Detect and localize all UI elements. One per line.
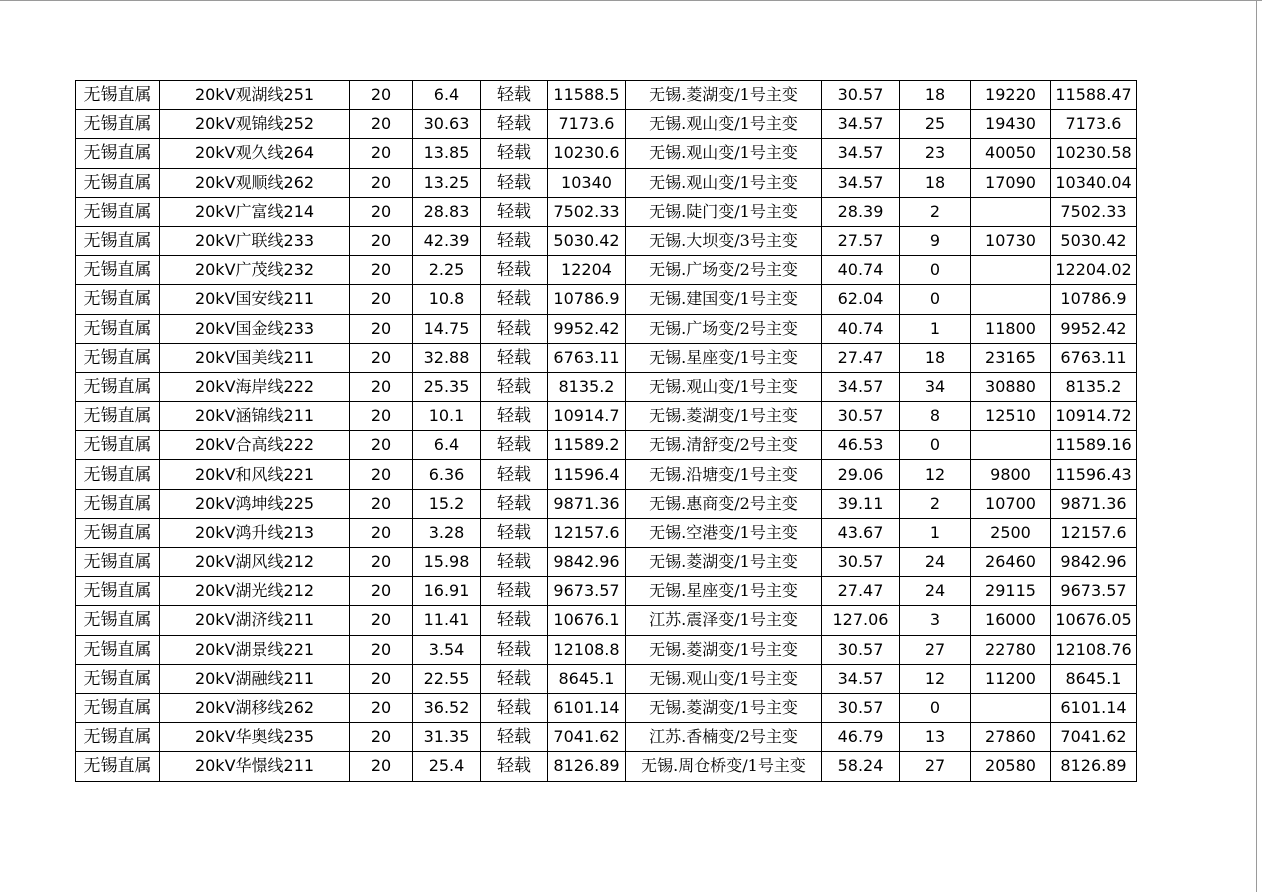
- voltage-cell: 20: [350, 577, 413, 606]
- substation-cell: 无锡.菱湖变/1号主变: [626, 693, 822, 722]
- available-capacity-cell: 10230.6: [548, 139, 626, 168]
- unit-cell: 无锡直属: [76, 577, 160, 606]
- line-name-cell: 20kV合高线222: [160, 431, 350, 460]
- unit-cell: 无锡直属: [76, 372, 160, 401]
- user-count-cell: 24: [900, 577, 971, 606]
- user-count-cell: 8: [900, 402, 971, 431]
- main-transformer-load-cell: 29.06: [822, 460, 900, 489]
- line-name-cell: 20kV海岸线222: [160, 372, 350, 401]
- substation-cell: 无锡.星座变/1号主变: [626, 343, 822, 372]
- user-count-cell: 1: [900, 518, 971, 547]
- line-name-cell: 20kV国美线211: [160, 343, 350, 372]
- unit-cell: 无锡直属: [76, 752, 160, 781]
- available-capacity-cell: 5030.42: [548, 226, 626, 255]
- load-status-cell: 轻载: [481, 664, 548, 693]
- line-name-cell: 20kV观顺线262: [160, 168, 350, 197]
- table-row: [76, 518, 1137, 547]
- main-transformer-load-cell: 40.74: [822, 314, 900, 343]
- remaining-capacity-cell: 8135.2: [1051, 372, 1137, 401]
- main-transformer-load-cell: 28.39: [822, 197, 900, 226]
- voltage-cell: 20: [350, 81, 413, 110]
- main-transformer-load-cell: 34.57: [822, 168, 900, 197]
- line-name-cell: 20kV国安线211: [160, 285, 350, 314]
- unit-cell: 无锡直属: [76, 431, 160, 460]
- load-rate-cell: 42.39: [413, 226, 481, 255]
- unit-cell: 无锡直属: [76, 110, 160, 139]
- load-status-cell: 轻载: [481, 226, 548, 255]
- table-row: [76, 256, 1137, 285]
- user-count-cell: 2: [900, 197, 971, 226]
- installed-capacity-cell: 29115: [971, 577, 1051, 606]
- table-row: [76, 431, 1137, 460]
- table-row: [76, 197, 1137, 226]
- voltage-cell: 20: [350, 110, 413, 139]
- load-status-cell: 轻载: [481, 577, 548, 606]
- user-count-cell: 13: [900, 723, 971, 752]
- user-count-cell: 18: [900, 81, 971, 110]
- available-capacity-cell: 10914.7: [548, 402, 626, 431]
- voltage-cell: 20: [350, 314, 413, 343]
- voltage-cell: 20: [350, 460, 413, 489]
- line-name-cell: 20kV湖光线212: [160, 577, 350, 606]
- remaining-capacity-cell: 10676.05: [1051, 606, 1137, 635]
- load-status-cell: 轻载: [481, 635, 548, 664]
- main-transformer-load-cell: 40.74: [822, 256, 900, 285]
- main-transformer-load-cell: 27.47: [822, 577, 900, 606]
- user-count-cell: 34: [900, 372, 971, 401]
- unit-cell: 无锡直属: [76, 285, 160, 314]
- user-count-cell: 27: [900, 635, 971, 664]
- load-rate-cell: 3.28: [413, 518, 481, 547]
- load-rate-cell: 3.54: [413, 635, 481, 664]
- user-count-cell: 9: [900, 226, 971, 255]
- load-rate-cell: 6.4: [413, 81, 481, 110]
- user-count-cell: 23: [900, 139, 971, 168]
- load-status-cell: 轻载: [481, 197, 548, 226]
- voltage-cell: 20: [350, 402, 413, 431]
- remaining-capacity-cell: 9871.36: [1051, 489, 1137, 518]
- available-capacity-cell: 9673.57: [548, 577, 626, 606]
- user-count-cell: 0: [900, 431, 971, 460]
- available-capacity-cell: 7502.33: [548, 197, 626, 226]
- load-rate-cell: 32.88: [413, 343, 481, 372]
- table-row: [76, 693, 1137, 722]
- load-rate-cell: 10.1: [413, 402, 481, 431]
- available-capacity-cell: 8135.2: [548, 372, 626, 401]
- voltage-cell: 20: [350, 285, 413, 314]
- line-name-cell: 20kV鸿升线213: [160, 518, 350, 547]
- user-count-cell: 2: [900, 489, 971, 518]
- page-edge-right: [1256, 0, 1257, 892]
- load-status-cell: 轻载: [481, 489, 548, 518]
- load-rate-cell: 2.25: [413, 256, 481, 285]
- remaining-capacity-cell: 7173.6: [1051, 110, 1137, 139]
- installed-capacity-cell: 17090: [971, 168, 1051, 197]
- voltage-cell: 20: [350, 693, 413, 722]
- substation-cell: 无锡.广场变/2号主变: [626, 256, 822, 285]
- main-transformer-load-cell: 62.04: [822, 285, 900, 314]
- remaining-capacity-cell: 6101.14: [1051, 693, 1137, 722]
- load-status-cell: 轻载: [481, 402, 548, 431]
- available-capacity-cell: 6101.14: [548, 693, 626, 722]
- remaining-capacity-cell: 10914.72: [1051, 402, 1137, 431]
- line-name-cell: 20kV湖融线211: [160, 664, 350, 693]
- remaining-capacity-cell: 11589.16: [1051, 431, 1137, 460]
- installed-capacity-cell: 10700: [971, 489, 1051, 518]
- installed-capacity-cell: [971, 256, 1051, 285]
- remaining-capacity-cell: 7041.62: [1051, 723, 1137, 752]
- user-count-cell: 0: [900, 693, 971, 722]
- main-transformer-load-cell: 127.06: [822, 606, 900, 635]
- line-name-cell: 20kV鸿坤线225: [160, 489, 350, 518]
- load-rate-cell: 15.98: [413, 548, 481, 577]
- remaining-capacity-cell: 9842.96: [1051, 548, 1137, 577]
- line-name-cell: 20kV涵锦线211: [160, 402, 350, 431]
- installed-capacity-cell: 22780: [971, 635, 1051, 664]
- load-status-cell: 轻载: [481, 81, 548, 110]
- table-row: [76, 489, 1137, 518]
- load-status-cell: 轻载: [481, 693, 548, 722]
- load-rate-cell: 16.91: [413, 577, 481, 606]
- installed-capacity-cell: [971, 693, 1051, 722]
- remaining-capacity-cell: 11588.47: [1051, 81, 1137, 110]
- user-count-cell: 0: [900, 285, 971, 314]
- line-name-cell: 20kV和风线221: [160, 460, 350, 489]
- user-count-cell: 12: [900, 460, 971, 489]
- unit-cell: 无锡直属: [76, 402, 160, 431]
- voltage-cell: 20: [350, 752, 413, 781]
- main-transformer-load-cell: 27.47: [822, 343, 900, 372]
- voltage-cell: 20: [350, 518, 413, 547]
- main-transformer-load-cell: 30.57: [822, 402, 900, 431]
- remaining-capacity-cell: 11596.43: [1051, 460, 1137, 489]
- load-status-cell: 轻载: [481, 168, 548, 197]
- installed-capacity-cell: [971, 197, 1051, 226]
- substation-cell: 无锡.星座变/1号主变: [626, 577, 822, 606]
- load-status-cell: 轻载: [481, 548, 548, 577]
- line-name-cell: 20kV国金线233: [160, 314, 350, 343]
- substation-cell: 无锡.观山变/1号主变: [626, 168, 822, 197]
- voltage-cell: 20: [350, 489, 413, 518]
- available-capacity-cell: 12157.6: [548, 518, 626, 547]
- installed-capacity-cell: 16000: [971, 606, 1051, 635]
- load-status-cell: 轻载: [481, 460, 548, 489]
- main-transformer-load-cell: 46.79: [822, 723, 900, 752]
- load-rate-cell: 36.52: [413, 693, 481, 722]
- installed-capacity-cell: 23165: [971, 343, 1051, 372]
- voltage-cell: 20: [350, 606, 413, 635]
- main-transformer-load-cell: 46.53: [822, 431, 900, 460]
- unit-cell: 无锡直属: [76, 197, 160, 226]
- line-name-cell: 20kV观锦线252: [160, 110, 350, 139]
- available-capacity-cell: 12108.8: [548, 635, 626, 664]
- line-name-cell: 20kV观湖线251: [160, 81, 350, 110]
- installed-capacity-cell: 19430: [971, 110, 1051, 139]
- page-edge-top: [0, 0, 1262, 1]
- unit-cell: 无锡直属: [76, 723, 160, 752]
- substation-cell: 江苏.香楠变/2号主变: [626, 723, 822, 752]
- table-row: [76, 285, 1137, 314]
- table-row: [76, 752, 1137, 781]
- user-count-cell: 1: [900, 314, 971, 343]
- line-name-cell: 20kV华奥线235: [160, 723, 350, 752]
- load-rate-cell: 25.4: [413, 752, 481, 781]
- substation-cell: 无锡.沿塘变/1号主变: [626, 460, 822, 489]
- available-capacity-cell: 11596.4: [548, 460, 626, 489]
- load-status-cell: 轻载: [481, 518, 548, 547]
- substation-cell: 无锡.菱湖变/1号主变: [626, 402, 822, 431]
- table-row: [76, 635, 1137, 664]
- voltage-cell: 20: [350, 197, 413, 226]
- available-capacity-cell: 9952.42: [548, 314, 626, 343]
- load-status-cell: 轻载: [481, 343, 548, 372]
- main-transformer-load-cell: 30.57: [822, 548, 900, 577]
- unit-cell: 无锡直属: [76, 489, 160, 518]
- available-capacity-cell: 9842.96: [548, 548, 626, 577]
- substation-cell: 无锡.观山变/1号主变: [626, 372, 822, 401]
- table-row: [76, 577, 1137, 606]
- load-rate-cell: 31.35: [413, 723, 481, 752]
- load-rate-cell: 22.55: [413, 664, 481, 693]
- available-capacity-cell: 10676.1: [548, 606, 626, 635]
- table-row: [76, 664, 1137, 693]
- installed-capacity-cell: 27860: [971, 723, 1051, 752]
- load-rate-cell: 6.36: [413, 460, 481, 489]
- substation-cell: 无锡.空港变/1号主变: [626, 518, 822, 547]
- unit-cell: 无锡直属: [76, 168, 160, 197]
- line-name-cell: 20kV广富线214: [160, 197, 350, 226]
- table-row: [76, 110, 1137, 139]
- user-count-cell: 18: [900, 343, 971, 372]
- user-count-cell: 24: [900, 548, 971, 577]
- substation-cell: 无锡.建国变/1号主变: [626, 285, 822, 314]
- line-name-cell: 20kV湖风线212: [160, 548, 350, 577]
- installed-capacity-cell: 10730: [971, 226, 1051, 255]
- unit-cell: 无锡直属: [76, 664, 160, 693]
- main-transformer-load-cell: 30.57: [822, 693, 900, 722]
- remaining-capacity-cell: 9952.42: [1051, 314, 1137, 343]
- unit-cell: 无锡直属: [76, 256, 160, 285]
- load-status-cell: 轻载: [481, 314, 548, 343]
- user-count-cell: 3: [900, 606, 971, 635]
- voltage-cell: 20: [350, 723, 413, 752]
- load-rate-cell: 28.83: [413, 197, 481, 226]
- remaining-capacity-cell: 10230.58: [1051, 139, 1137, 168]
- load-rate-cell: 25.35: [413, 372, 481, 401]
- main-transformer-load-cell: 30.57: [822, 635, 900, 664]
- substation-cell: 无锡.观山变/1号主变: [626, 664, 822, 693]
- substation-cell: 无锡.大坝变/3号主变: [626, 226, 822, 255]
- voltage-cell: 20: [350, 664, 413, 693]
- line-name-cell: 20kV观久线264: [160, 139, 350, 168]
- voltage-cell: 20: [350, 431, 413, 460]
- main-transformer-load-cell: 39.11: [822, 489, 900, 518]
- substation-cell: 无锡.菱湖变/1号主变: [626, 548, 822, 577]
- unit-cell: 无锡直属: [76, 343, 160, 372]
- table-row: [76, 314, 1137, 343]
- installed-capacity-cell: 30880: [971, 372, 1051, 401]
- load-status-cell: 轻载: [481, 285, 548, 314]
- available-capacity-cell: 7173.6: [548, 110, 626, 139]
- substation-cell: 江苏.震泽变/1号主变: [626, 606, 822, 635]
- load-status-cell: 轻载: [481, 372, 548, 401]
- substation-cell: 无锡.惠商变/2号主变: [626, 489, 822, 518]
- substation-cell: 无锡.广场变/2号主变: [626, 314, 822, 343]
- remaining-capacity-cell: 12108.76: [1051, 635, 1137, 664]
- voltage-cell: 20: [350, 256, 413, 285]
- substation-cell: 无锡.观山变/1号主变: [626, 139, 822, 168]
- available-capacity-cell: 12204: [548, 256, 626, 285]
- load-status-cell: 轻载: [481, 431, 548, 460]
- remaining-capacity-cell: 10340.04: [1051, 168, 1137, 197]
- load-status-cell: 轻载: [481, 606, 548, 635]
- line-name-cell: 20kV广联线233: [160, 226, 350, 255]
- remaining-capacity-cell: 12157.6: [1051, 518, 1137, 547]
- main-transformer-load-cell: 43.67: [822, 518, 900, 547]
- available-capacity-cell: 10786.9: [548, 285, 626, 314]
- voltage-cell: 20: [350, 343, 413, 372]
- voltage-cell: 20: [350, 168, 413, 197]
- load-status-cell: 轻载: [481, 256, 548, 285]
- user-count-cell: 27: [900, 752, 971, 781]
- installed-capacity-cell: [971, 285, 1051, 314]
- user-count-cell: 25: [900, 110, 971, 139]
- remaining-capacity-cell: 5030.42: [1051, 226, 1137, 255]
- unit-cell: 无锡直属: [76, 548, 160, 577]
- table-body: [76, 81, 1137, 782]
- main-transformer-load-cell: 30.57: [822, 81, 900, 110]
- unit-cell: 无锡直属: [76, 606, 160, 635]
- substation-cell: 无锡.陡门变/1号主变: [626, 197, 822, 226]
- table-row: [76, 139, 1137, 168]
- unit-cell: 无锡直属: [76, 226, 160, 255]
- line-name-cell: 20kV华憬线211: [160, 752, 350, 781]
- installed-capacity-cell: 2500: [971, 518, 1051, 547]
- unit-cell: 无锡直属: [76, 693, 160, 722]
- unit-cell: 无锡直属: [76, 518, 160, 547]
- user-count-cell: 18: [900, 168, 971, 197]
- remaining-capacity-cell: 6763.11: [1051, 343, 1137, 372]
- load-rate-cell: 13.85: [413, 139, 481, 168]
- remaining-capacity-cell: 8645.1: [1051, 664, 1137, 693]
- load-rate-cell: 10.8: [413, 285, 481, 314]
- table-row: [76, 168, 1137, 197]
- main-transformer-load-cell: 34.57: [822, 110, 900, 139]
- main-transformer-load-cell: 34.57: [822, 372, 900, 401]
- available-capacity-cell: 10340: [548, 168, 626, 197]
- unit-cell: 无锡直属: [76, 139, 160, 168]
- table-row: [76, 460, 1137, 489]
- line-name-cell: 20kV湖景线221: [160, 635, 350, 664]
- load-rate-cell: 14.75: [413, 314, 481, 343]
- main-transformer-load-cell: 27.57: [822, 226, 900, 255]
- table-row: [76, 226, 1137, 255]
- voltage-cell: 20: [350, 548, 413, 577]
- line-name-cell: 20kV广茂线232: [160, 256, 350, 285]
- user-count-cell: 0: [900, 256, 971, 285]
- main-transformer-load-cell: 34.57: [822, 664, 900, 693]
- unit-cell: 无锡直属: [76, 635, 160, 664]
- voltage-cell: 20: [350, 635, 413, 664]
- substation-cell: 无锡.清舒变/2号主变: [626, 431, 822, 460]
- substation-cell: 无锡.菱湖变/1号主变: [626, 81, 822, 110]
- load-status-cell: 轻载: [481, 139, 548, 168]
- line-name-cell: 20kV湖移线262: [160, 693, 350, 722]
- available-capacity-cell: 8126.89: [548, 752, 626, 781]
- installed-capacity-cell: 19220: [971, 81, 1051, 110]
- installed-capacity-cell: 20580: [971, 752, 1051, 781]
- table-row: [76, 723, 1137, 752]
- table-row: [76, 402, 1137, 431]
- installed-capacity-cell: 11200: [971, 664, 1051, 693]
- remaining-capacity-cell: 10786.9: [1051, 285, 1137, 314]
- unit-cell: 无锡直属: [76, 314, 160, 343]
- line-name-cell: 20kV湖济线211: [160, 606, 350, 635]
- substation-cell: 无锡.周仓桥变/1号主变: [626, 752, 822, 781]
- remaining-capacity-cell: 7502.33: [1051, 197, 1137, 226]
- installed-capacity-cell: 11800: [971, 314, 1051, 343]
- remaining-capacity-cell: 12204.02: [1051, 256, 1137, 285]
- available-capacity-cell: 7041.62: [548, 723, 626, 752]
- load-rate-cell: 13.25: [413, 168, 481, 197]
- load-rate-cell: 11.41: [413, 606, 481, 635]
- table-row: [76, 343, 1137, 372]
- unit-cell: 无锡直属: [76, 81, 160, 110]
- voltage-cell: 20: [350, 226, 413, 255]
- installed-capacity-cell: 26460: [971, 548, 1051, 577]
- available-capacity-cell: 11589.2: [548, 431, 626, 460]
- installed-capacity-cell: [971, 431, 1051, 460]
- substation-cell: 无锡.菱湖变/1号主变: [626, 635, 822, 664]
- installed-capacity-cell: 40050: [971, 139, 1051, 168]
- voltage-cell: 20: [350, 139, 413, 168]
- load-rate-cell: 15.2: [413, 489, 481, 518]
- available-capacity-cell: 9871.36: [548, 489, 626, 518]
- load-rate-cell: 30.63: [413, 110, 481, 139]
- installed-capacity-cell: 9800: [971, 460, 1051, 489]
- available-capacity-cell: 6763.11: [548, 343, 626, 372]
- available-capacity-cell: 8645.1: [548, 664, 626, 693]
- installed-capacity-cell: 12510: [971, 402, 1051, 431]
- voltage-cell: 20: [350, 372, 413, 401]
- load-status-cell: 轻载: [481, 723, 548, 752]
- main-transformer-load-cell: 34.57: [822, 139, 900, 168]
- load-status-cell: 轻载: [481, 110, 548, 139]
- available-capacity-cell: 11588.5: [548, 81, 626, 110]
- table-row: [76, 606, 1137, 635]
- feeder-load-table: [75, 80, 1137, 782]
- table-row: [76, 372, 1137, 401]
- unit-cell: 无锡直属: [76, 460, 160, 489]
- main-transformer-load-cell: 58.24: [822, 752, 900, 781]
- load-status-cell: 轻载: [481, 752, 548, 781]
- remaining-capacity-cell: 8126.89: [1051, 752, 1137, 781]
- user-count-cell: 12: [900, 664, 971, 693]
- table-row: [76, 81, 1137, 110]
- remaining-capacity-cell: 9673.57: [1051, 577, 1137, 606]
- load-rate-cell: 6.4: [413, 431, 481, 460]
- table-row: [76, 548, 1137, 577]
- substation-cell: 无锡.观山变/1号主变: [626, 110, 822, 139]
